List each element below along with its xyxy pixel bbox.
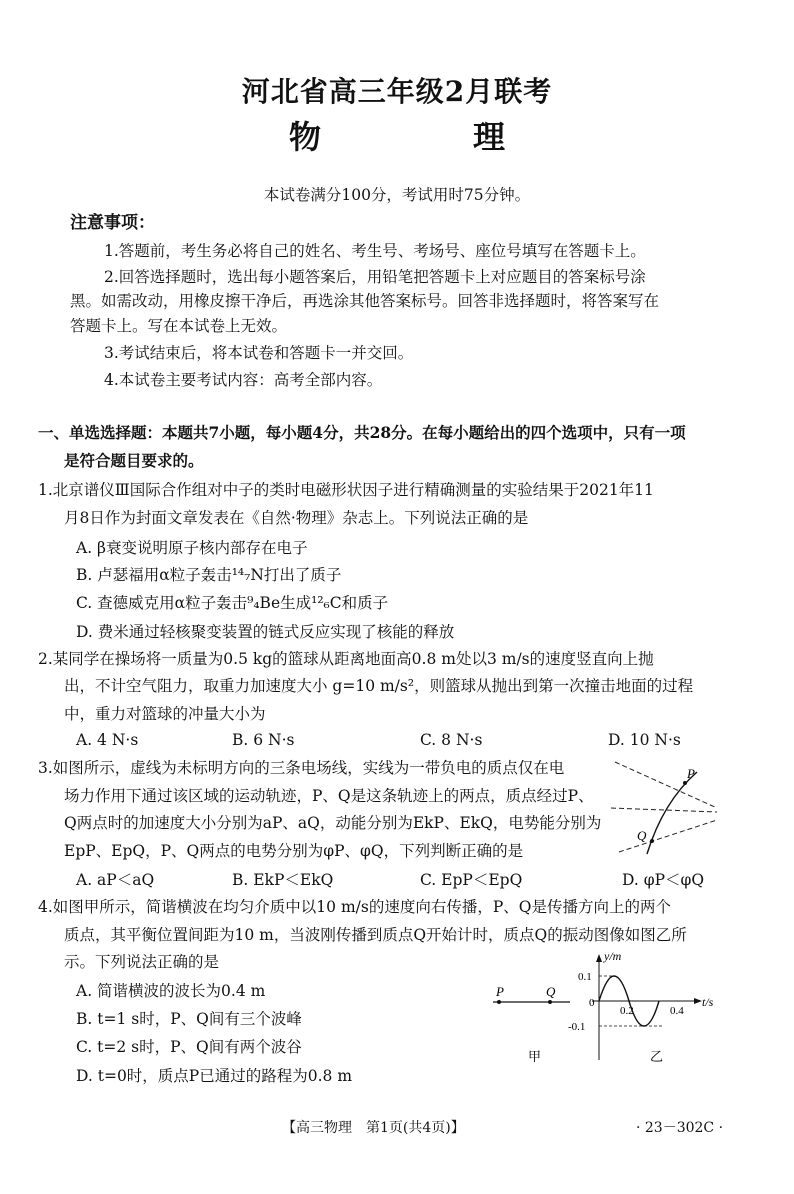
q1-option-a: A. β衰变说明原子核内部存在电子 xyxy=(76,539,308,557)
q2-stem: 中，重力对篮球的冲量大小为 xyxy=(64,705,266,723)
point-p-label: P xyxy=(687,766,695,781)
x-tick-1: 0.2 xyxy=(620,1005,634,1017)
q4-stem: 4.如图甲所示，简谐横波在均匀介质中以10 m/s的速度向右传播，P、Q是传播方向上的两个 xyxy=(38,898,671,916)
field-line-dashed xyxy=(615,762,717,808)
note-line: 4.本试卷主要考试内容：高考全部内容。 xyxy=(104,371,383,389)
y-axis-arrow xyxy=(596,954,602,962)
exam-title: 河北省高三年级2月联考 xyxy=(241,75,553,108)
figure-caption-yi: 乙 xyxy=(650,1050,664,1065)
q4-option-a: A. 简谐横波的波长为0.4 m xyxy=(76,982,266,1000)
section-heading-cont: 是符合题目要求的。 xyxy=(64,451,204,470)
particle-q-label: Q xyxy=(546,984,556,999)
origin-label: 0 xyxy=(589,997,595,1009)
footer-code: · 23－302C · xyxy=(636,1120,724,1136)
q2-option-c: C. 8 N·s xyxy=(420,731,483,749)
q1-stem: 1.北京谱仪Ⅲ国际合作组对中子的类时电磁形状因子进行精确测量的实验结果于2021年11 xyxy=(38,481,654,499)
q2-option-d: D. 10 N·s xyxy=(608,731,681,749)
q3-stem: 场力作用下通过该区域的运动轨迹，P、Q是这条轨迹上的两点，质点经过P、 xyxy=(64,787,594,805)
q2-option-b: B. 6 N·s xyxy=(232,731,295,749)
notes-heading: 注意事项： xyxy=(70,213,155,233)
q3-stem: Q两点时的加速度大小分别为aP、aQ，动能分别为EkP、EkQ，电势能分别为 xyxy=(64,814,602,832)
x-tick-2: 0.4 xyxy=(670,1005,684,1017)
footer-page-info: 【高三物理 第1页(共4页)】 xyxy=(282,1120,465,1136)
y-tick-bottom: -0.1 xyxy=(568,1021,586,1033)
particle-p-label: P xyxy=(496,984,504,999)
q3-stem: EpP、EpQ，P、Q两点的电势分别为φP、φQ，下列判断正确的是 xyxy=(64,842,524,860)
section-heading: 一、单选选择题：本题共7小题，每小题4分，共28分。在每小题给出的四个选项中，只有一项 xyxy=(38,423,686,442)
x-axis-label: t/s xyxy=(702,995,714,1009)
q1-option-d: D. 费米通过轻核聚变装置的链式反应实现了核能的释放 xyxy=(76,623,455,641)
q1-stem: 月8日作为封面文章发表在《自然·物理》杂志上。下列说法正确的是 xyxy=(64,509,529,527)
q3-option-c: C. EpP＜EpQ xyxy=(420,871,523,889)
y-axis-label: y/m xyxy=(604,949,622,963)
field-line-dashed xyxy=(619,820,717,852)
q4-option-b: B. t=1 s时，P、Q间有三个波峰 xyxy=(76,1010,302,1028)
field-line-dashed xyxy=(611,808,717,812)
q1-option-c: C. 查德威克用α粒子轰击⁹₄Be生成¹²₆C和质子 xyxy=(76,594,389,612)
particle-q-dot xyxy=(548,1000,552,1004)
exam-info: 本试卷满分100分，考试用时75分钟。 xyxy=(263,186,531,204)
q3-field-figure xyxy=(605,752,725,862)
q4-stem: 示。下列说法正确的是 xyxy=(64,953,220,971)
q3-option-d: D. φP＜φQ xyxy=(622,871,705,889)
point-p-dot xyxy=(683,781,687,785)
note-line: 1.答题前，考生务必将自己的姓名、考生号、考场号、座位号填写在答题卡上。 xyxy=(104,242,646,260)
q2-option-a: A. 4 N·s xyxy=(76,731,139,749)
q4-option-d: D. t=0时，质点P已通过的路程为0.8 m xyxy=(76,1067,353,1085)
trajectory-curve xyxy=(647,772,697,854)
note-line: 黑。如需改动，用橡皮擦干净后，再选涂其他答案标号。回答非选择题时，将答案写在 xyxy=(70,292,660,310)
note-line: 答题卡上。写在本试卷上无效。 xyxy=(70,317,288,335)
y-tick-top: 0.1 xyxy=(578,971,592,983)
q3-option-a: A. aP＜aQ xyxy=(76,871,155,889)
q3-option-b: B. EkP＜EkQ xyxy=(232,871,334,889)
note-line: 3.考试结束后，将本试卷和答题卡一并交回。 xyxy=(104,344,414,362)
q3-stem: 3.如图所示，虚线为未标明方向的三条电场线，实线为一带负电的质点仅在电 xyxy=(38,759,565,777)
point-q-label: Q xyxy=(637,828,647,843)
x-axis-arrow xyxy=(694,998,702,1004)
particle-p-dot xyxy=(497,1000,501,1004)
q2-stem: 2.某同学在操场将一质量为0.5 kg的篮球从距离地面高0.8 m处以3 m/s的速度竖直向上抛 xyxy=(38,650,654,668)
note-line: 2.回答选择题时，选出每小题答案后，用铅笔把答题卡上对应题目的答案标号涂 xyxy=(104,268,646,286)
subject-title: 物 理 xyxy=(288,118,565,156)
figure-caption-jia: 甲 xyxy=(528,1050,542,1065)
q1-option-b: B. 卢瑟福用α粒子轰击¹⁴₇N打出了质子 xyxy=(76,566,342,584)
q4-figure-yi xyxy=(562,944,732,1070)
q4-stem: 质点，其平衡位置间距为10 m，当波刚传播到质点Q开始计时，质点Q的振动图像如图乙所 xyxy=(64,926,687,944)
q4-option-c: C. t=2 s时，P、Q间有两个波谷 xyxy=(76,1038,302,1056)
point-q-dot xyxy=(650,839,654,843)
q2-stem: 出，不计空气阻力，取重力加速度大小 g=10 m/s²，则篮球从抛出到第一次撞击地面的过程 xyxy=(64,677,694,695)
